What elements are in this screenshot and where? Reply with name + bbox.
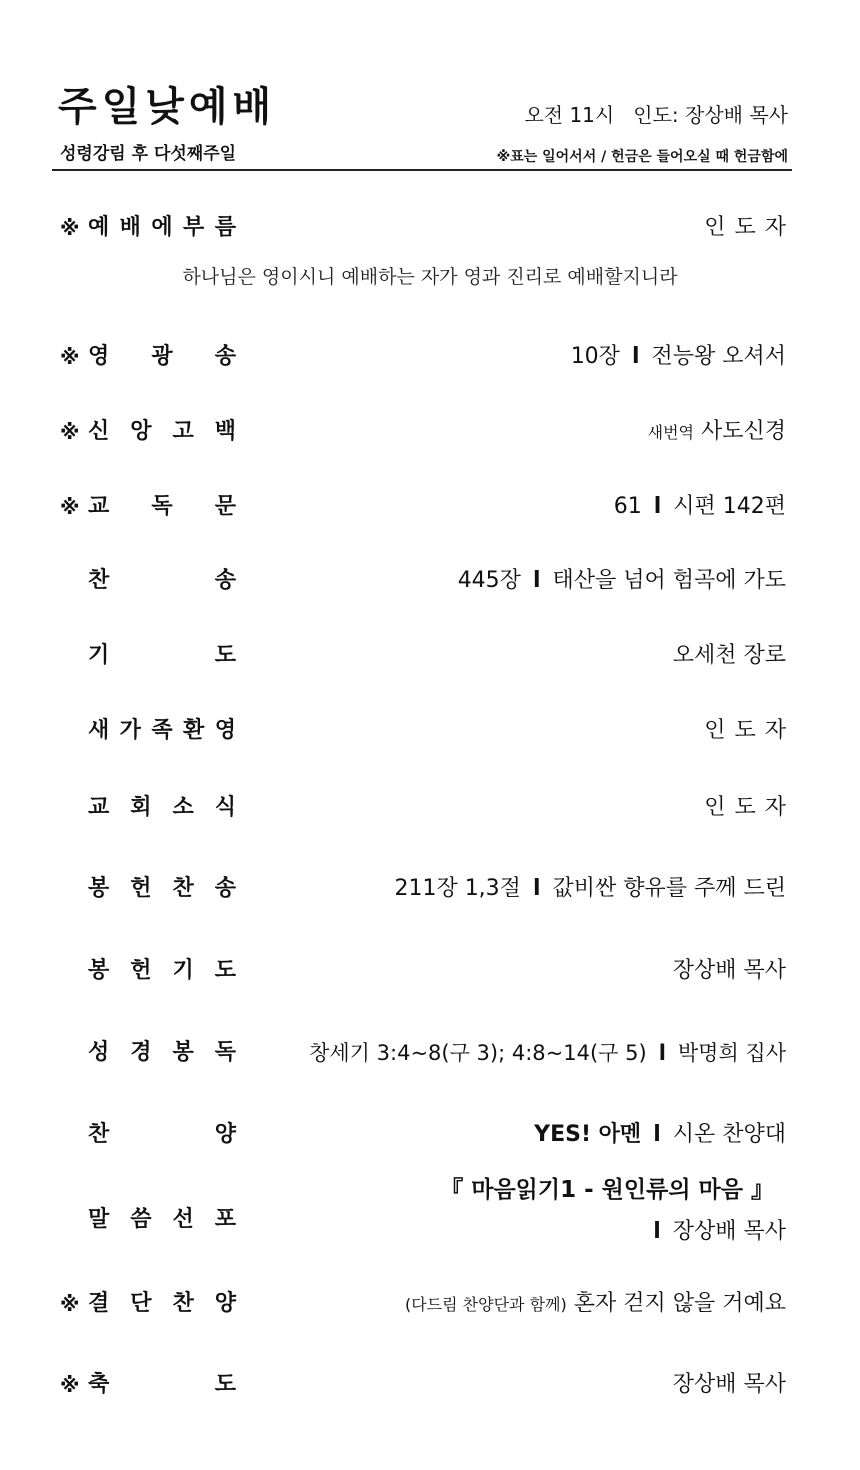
order-row-doxology (60, 337, 786, 377)
header-divider (52, 169, 792, 171)
leader-value: 인도자 (704, 215, 795, 240)
standing-mark: ※ (60, 345, 80, 369)
order-row-sermon (60, 1177, 786, 1244)
order-row-benediction (60, 1365, 786, 1405)
order-label: 신 앙 고 백 (88, 419, 236, 444)
order-label: 찬 양 (88, 1122, 236, 1147)
order-label: 축 도 (88, 1372, 236, 1397)
order-label: 교 회 소 식 (88, 795, 236, 820)
order-label: 봉 헌 찬 송 (88, 876, 236, 901)
prayer-leader: 장상배 목사 (672, 958, 786, 983)
order-row-anthem (60, 1115, 786, 1155)
order-row-offering-hymn (60, 869, 786, 909)
sermon-title: 『 마음읽기1 - 원인류의 마음 』 (440, 1177, 774, 1203)
order-row-scripture (60, 1033, 786, 1073)
order-row-welcome (60, 711, 795, 751)
reading-value: 61 l 시편 142편 (613, 494, 786, 519)
order-row-responsive-reading (60, 487, 786, 527)
closing-hymn-value: (다드림 찬양단과 함께) 혼자 걷지 않을 거예요 (404, 1291, 786, 1316)
order-row-prayer (60, 636, 786, 676)
order-label: 교 독 문 (88, 494, 236, 519)
order-label: 영 광 송 (88, 344, 236, 369)
order-row-call-to-worship (60, 208, 795, 248)
order-label: 봉 헌 기 도 (88, 958, 236, 983)
standing-mark: ※ (60, 216, 80, 240)
leader-value: 인도자 (704, 718, 795, 743)
standing-mark: ※ (60, 495, 80, 519)
standing-mark: ※ (60, 420, 80, 444)
order-label: 성 경 봉 독 (88, 1040, 236, 1065)
call-to-worship-verse: 하나님은 영이시니 예배하는 자가 영과 진리로 예배할지니라 (182, 266, 678, 288)
scripture-value: 창세기 3:4~8(구 3); 4:8~14(구 5) l 박명희 집사 (309, 1041, 786, 1065)
order-row-hymn (60, 561, 786, 601)
standing-offering-note: ※표는 일어서서 / 헌금은 들어오실 때 헌금함에 (496, 149, 788, 165)
order-label: 기 도 (88, 643, 236, 668)
order-row-offering-prayer (60, 951, 786, 991)
order-label: 결 단 찬 양 (88, 1291, 236, 1316)
service-title: 주일낮예배 (58, 84, 277, 130)
hymn-value: 10장 l 전능왕 오셔서 (570, 344, 786, 369)
standing-mark: ※ (60, 1373, 80, 1397)
order-row-creed (60, 412, 786, 452)
service-time-leader: 오전 11시 인도: 장상배 목사 (524, 103, 788, 127)
sermon-preacher: l 장상배 목사 (653, 1219, 786, 1244)
liturgical-season: 성령강림 후 다섯째주일 (60, 144, 237, 164)
order-label: 새 가 족 환 영 (88, 718, 236, 743)
anthem-value: YES! 아멘 l 시온 찬양대 (534, 1122, 786, 1147)
order-label: 찬 송 (88, 568, 236, 593)
creed-value: 새번역 사도신경 (647, 419, 786, 444)
order-label: 말 씀 선 포 (88, 1207, 236, 1232)
standing-mark: ※ (60, 1292, 80, 1316)
order-row-church-news (60, 788, 795, 828)
prayer-leader: 오세천 장로 (672, 643, 786, 668)
hymn-value: 445장 l 태산을 넘어 험곡에 가도 (457, 568, 786, 593)
order-label: 예 배 에 부 름 (88, 215, 236, 240)
leader-value: 인도자 (704, 795, 795, 820)
order-row-closing-hymn (60, 1284, 786, 1324)
hymn-value: 211장 1,3절 l 값비싼 향유를 주께 드린 (394, 876, 786, 901)
benediction-leader: 장상배 목사 (672, 1372, 786, 1397)
